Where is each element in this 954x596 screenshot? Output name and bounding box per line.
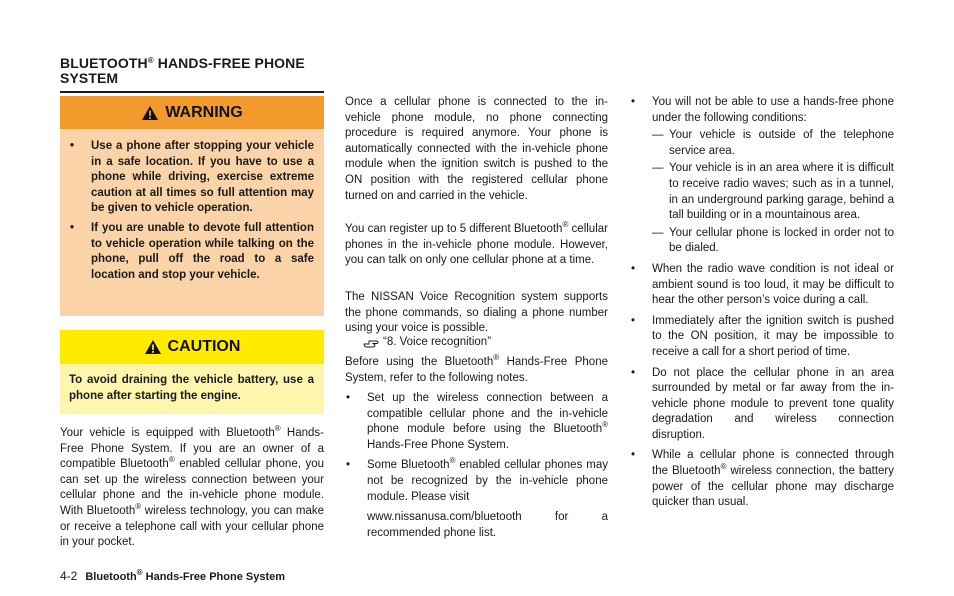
intro-paragraph: Your vehicle is equipped with Bluetooth® Hands-Free Phone System. If you are an owner of a compatible Bluetooth® enabled cellular phone, you can set up the wireless connection between your cellular phone and the in-vehicle phone module. With Bluetooth® wireless technology, you can make or receive a telephone call with your cellular phone in your pocket. <box>60 424 325 549</box>
page-number: 4-2 <box>60 569 78 583</box>
page-footer <box>60 569 285 583</box>
before-using-paragraph: Before using the Bluetooth® Hands-Free Phone System, refer to the following notes. <box>345 353 608 384</box>
list-item: • When the radio wave condition is not ideal or ambient sound is too loud, it may be difficult to hear the other person’s voice during a call. <box>630 262 894 309</box>
warning-box <box>60 96 324 316</box>
register-paragraph: You can register up to 5 different Bluetooth® cellular phones in the in-vehicle phone module. However, you can talk on only one cellular phone at a time. <box>345 220 608 267</box>
list-item: • While a cellular phone is connected through the Bluetooth® wireless connection, the battery power of the cellular phone may discharge quicker than usual. <box>630 448 894 510</box>
warning-list <box>60 129 324 283</box>
list-item: • Do not place the cellular phone in an area surrounded by metal or far away from the in-vehicle phone module to prevent tone quality degradation and wireless connection disruption. <box>630 366 894 444</box>
website-note: www.nissanusa.com/bluetooth for a recommended phone list. <box>367 511 608 539</box>
pointing-hand-icon <box>363 336 379 350</box>
warning-header <box>60 96 324 129</box>
reference-text: “8. Voice recognition” <box>383 336 492 348</box>
voice-recognition-paragraph: The NISSAN Voice Recognition system supports the phone commands, so dialing a phone number using your voice is possible. <box>345 291 608 335</box>
sub-conditions-list <box>652 128 894 257</box>
title-rest: HANDS-FREE PHONE SYSTEM <box>60 55 305 86</box>
list-item: • Some Bluetooth® enabled cellular phones may not be recognized by the in-vehicle phone module. Please visit www.nissanusa.com/bluetooth for a recommended phone list. <box>345 458 608 541</box>
caution-label: CAUTION <box>167 338 241 355</box>
caution-triangle-icon <box>144 339 162 355</box>
warning-triangle-icon <box>141 105 159 121</box>
list-item: • Immediately after the ignition switch is pushed to the ON position, it may be impossible to receive a call for a short period of time. <box>630 314 894 361</box>
warning-item: • Use a phone after stopping your vehicle in a safe location. If you have to use a phone while driving, exercise extreme caution at all times so full attention may be given to vehicle operation. <box>69 139 314 217</box>
caution-text: To avoid draining the vehicle battery, use a phone after starting the engine. <box>69 374 314 402</box>
sub-list-item: — Your cellular phone is locked in order not to be dialed. <box>652 226 894 257</box>
list-item: • You will not be able to use a hands-free phone under the following conditions: — Your vehicle is outside of the telephone service area. — Your vehicle is in an area where it is difficult to receive radio waves; such as in a tunnel, in an underground parking garage, behind a tall building or in a mountainous area. — Your cellular phone is locked in order not to be dialed. <box>630 95 894 257</box>
section-title <box>60 56 330 86</box>
sub-list-item: — Your vehicle is outside of the telephone service area. <box>652 128 894 159</box>
caution-box <box>60 330 324 414</box>
caution-header <box>60 330 324 364</box>
list-item: • Set up the wireless connection between a compatible cellular phone and the in-vehicle phone module before using the Bluetooth® Hands-Free Phone System. <box>345 391 608 453</box>
sub-list-item: — Your vehicle is in an area where it is difficult to receive radio waves; such as in a tunnel, in an underground parking garage, behind a tall building or in a mountainous area. <box>652 161 894 223</box>
voice-recognition-reference <box>345 335 626 351</box>
title-registered-mark: ® <box>147 56 154 65</box>
connection-paragraph: Once a cellular phone is connected to the in-vehicle phone module, no phone connecting procedure is required anymore. Your phone is automatically connected with the in-vehicle phone module when the ignition switch is pushed to the ON position with the registered cellular phone turned on and carried in the vehicle. <box>345 96 608 202</box>
warning-label: WARNING <box>165 103 243 121</box>
notes-list <box>345 391 608 546</box>
conditions-list <box>630 95 894 516</box>
heading-rule <box>60 91 324 93</box>
warning-item: • If you are unable to devote full attention to vehicle operation while talking on the phone, pull off the road to a safe location and stop your vehicle. <box>69 221 314 283</box>
title-brand: BLUETOOTH <box>60 55 148 71</box>
footer-title: Bluetooth® Hands-Free Phone System <box>85 568 286 583</box>
